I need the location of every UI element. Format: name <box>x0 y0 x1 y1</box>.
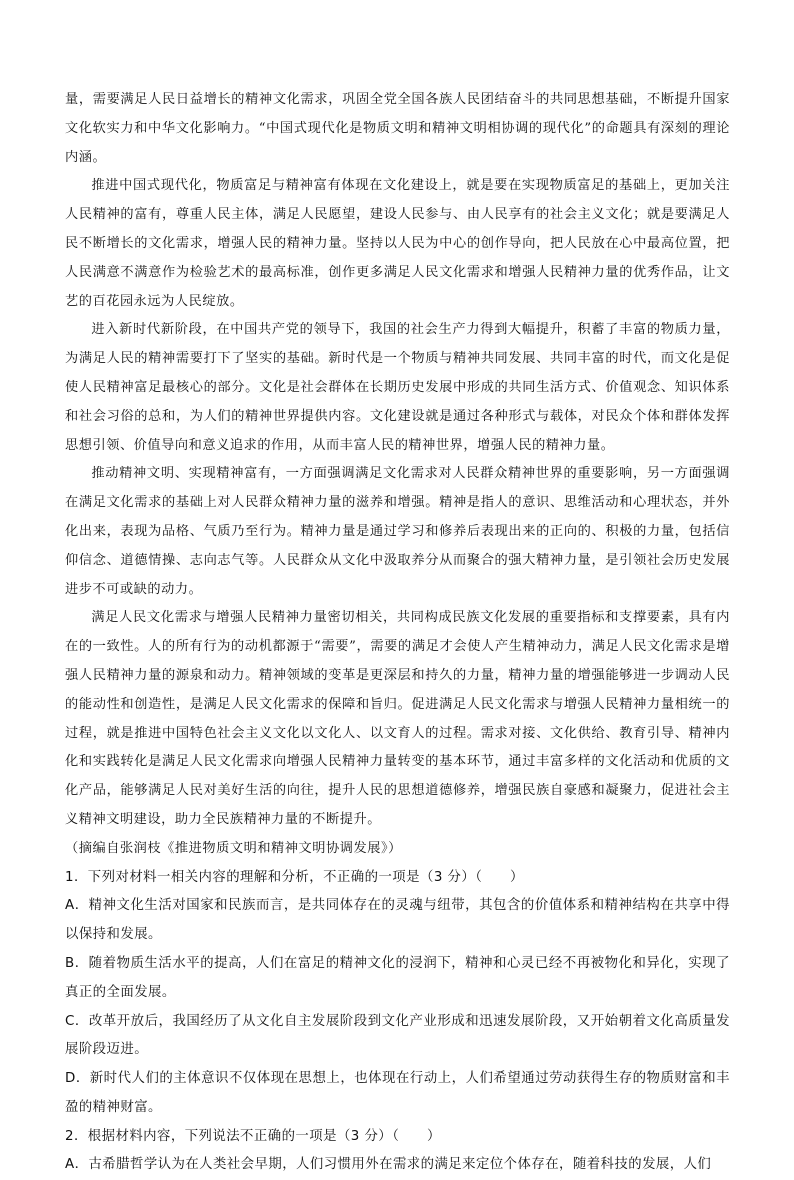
answer-option-b: B．随着物质生活水平的提高，人们在富足的精神文化的浸润下，精神和心灵已经不再被物化和异化，实现了真正的全面发展。 <box>65 955 730 1000</box>
page-content <box>65 86 730 1180</box>
answer-option-a: A．精神文化生活对国家和民族而言，是共同体存在的灵魂与纽带，其包含的价值体系和精神结构在共享中得以保持和发展。 <box>65 898 730 943</box>
question-2 <box>65 1123 730 1180</box>
passage-paragraph: 量，需要满足人民日益增长的精神文化需求，巩固全党全国各族人民团结奋斗的共同思想基础，不断提升国家文化软实力和中华文化影响力。“中国式现代化是物质文明和精神文明相协调的现代化”的命题具有深刻的理论内涵。 <box>65 92 730 165</box>
passage-source: （摘编自张润枝《推进物质文明和精神文明协调发展》） <box>65 840 402 856</box>
question-1 <box>65 864 730 1123</box>
answer-option-c: C．改革开放后，我国经历了从文化自主发展阶段到文化产业形成和迅速发展阶段，又开始朝着文化高质量发展阶段迈进。 <box>65 1013 730 1058</box>
passage-paragraph: 满足人民文化需求与增强人民精神力量密切相关，共同构成民族文化发展的重要指标和支撑要素，具有内在的一致性。人的所有行为的动机都源于“需要”，需要的满足才会使人产生精神动力，满足人民文化需求是增强人民精神力量的源泉和动力。精神领域的变革是更深层和持久的力量，精神力量的增强能够进一步调动人民的能动性和创造性，是满足人民文化需求的保障和旨归。促进满足人民文化需求与增强人民精神力量相统一的过程，就是推进中国特色社会主义文化以文化人、以文育人的过程。需求对接、文化供给、教育引导、精神内化和实践转化是满足人民文化需求向增强人民精神力量转变的基本环节，通过丰富多样的文化活动和优质的文化产品，能够满足人民对美好生活的向往，提升人民的思想道德修养，增强民族自豪感和凝聚力，促进社会主义精神文明建设，助力全民族精神力量的不断提升。 <box>65 610 730 827</box>
answer-option-a: A．古希腊哲学认为在人类社会早期，人们习惯用外在需求的满足来定位个体存在，随着科技的发展，人们 <box>65 1157 712 1173</box>
question-stem: 2．根据材料内容，下列说法不正确的一项是（3 分）（ ） <box>65 1128 441 1144</box>
passage-paragraph: 进入新时代新阶段，在中国共产党的领导下，我国的社会生产力得到大幅提升，积蓄了丰富的物质力量，为满足人民的精神需要打下了坚实的基础。新时代是一个物质与精神共同发展、共同丰富的时代，而文化是促使人民精神富足最核心的部分。文化是社会群体在长期历史发展中形成的共同生活方式、价值观念、知识体系和社会习俗的总和，为人们的精神世界提供内容。文化建设就是通过各种形式与载体，对民众个体和群体发挥思想引领、价值导向和意义追求的作用，从而丰富人民的精神世界，增强人民的精神力量。 <box>65 322 730 453</box>
answer-option-d: D．新时代人们的主体意识不仅体现在思想上，也体现在行动上，人们希望通过劳动获得生存的物质财富和丰盈的精神财富。 <box>65 1071 730 1115</box>
passage-paragraph: 推动精神文明、实现精神富有，一方面强调满足文化需求对人民群众精神世界的重要影响，另一方面强调在满足文化需求的基础上对人民群众精神力量的滋养和增强。精神是指人的意识、思维活动和心理状态，并外化出来，表现为品格、气质乃至行为。精神力量是通过学习和修养后表现出来的正向的、积极的力量，包括信仰信念、道德情操、志向志气等。人民群众从文化中汲取养分从而聚合的强大精神力量，是引领社会历史发展进步不可或缺的动力。 <box>65 466 730 597</box>
question-stem: 1．下列对材料一相关内容的理解和分析，不正确的一项是（3 分）（ ） <box>65 869 524 885</box>
reading-passage <box>65 86 730 864</box>
passage-paragraph: 推进中国式现代化，物质富足与精神富有体现在文化建设上，就是要在实现物质富足的基础上，更加关注人民精神的富有，尊重人民主体，满足人民愿望，建设人民参与、由人民享有的社会主义文化；就是要满足人民不断增长的文化需求，增强人民的精神力量。坚持以人民为中心的创作导向，把人民放在心中最高位置，把人民满意不满意作为检验艺术的最高标准，创作更多满足人民文化需求和增强人民精神力量的优秀作品，让文艺的百花园永远为人民绽放。 <box>65 178 730 309</box>
